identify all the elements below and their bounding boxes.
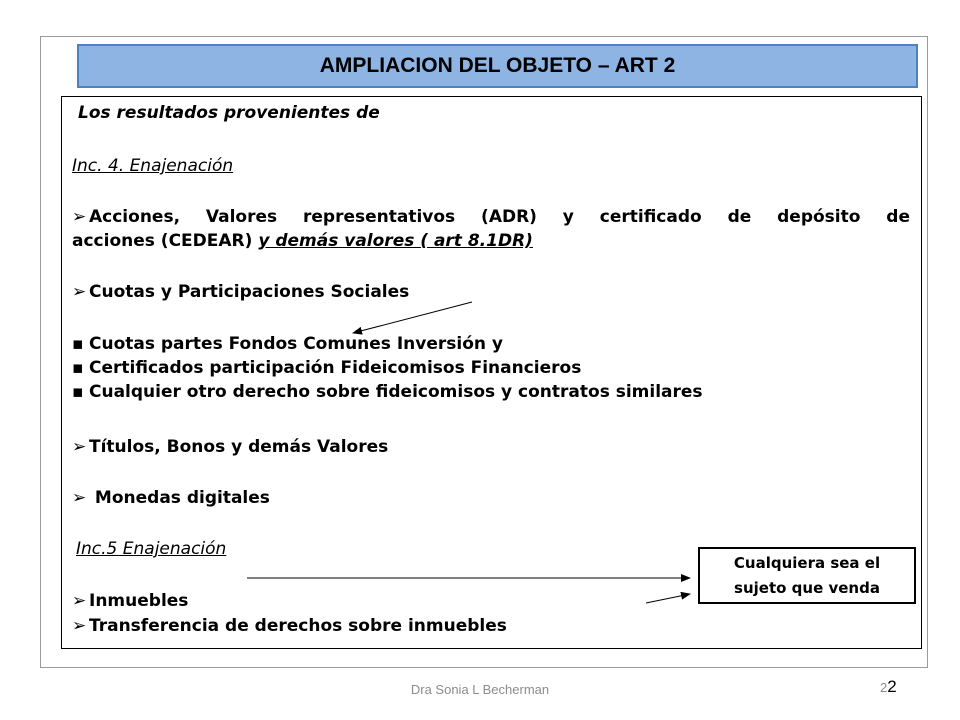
page-number-small: 2 xyxy=(880,680,888,695)
item-acciones-text2: acciones (CEDEAR) xyxy=(72,231,259,251)
item-titulos-text: Títulos, Bonos y demás Valores xyxy=(89,437,389,457)
intro-text: Los resultados provenientes de xyxy=(78,103,380,123)
item-acciones-text: Acciones, Valores representativos (ADR) y certificado de depósito de xyxy=(89,207,910,227)
page-number xyxy=(880,677,897,697)
slide-title: AMPLIACION DEL OBJETO – ART 2 xyxy=(77,44,918,88)
square-item-text: Cualquier otro derecho sobre fideicomisos y contratos similares xyxy=(89,382,703,402)
arrow-bullet-icon: ➢ xyxy=(72,282,87,302)
square-item-text: Certificados participación Fideicomisos Financieros xyxy=(89,358,582,378)
square-item-text: Cuotas partes Fondos Comunes Inversión y xyxy=(89,334,503,354)
note-line1: Cualquiera sea el xyxy=(733,553,881,572)
item-transferencia-text: Transferencia de derechos sobre inmuebles xyxy=(89,616,507,636)
arrow-bullet-icon: ➢ xyxy=(72,616,87,636)
square-bullet-icon: ▪ xyxy=(72,382,84,402)
item-acciones-emphasis: y demás valores ( art 8.1DR) xyxy=(258,231,533,251)
page-number-big: 2 xyxy=(887,677,897,696)
square-bullet-icon: ▪ xyxy=(72,334,84,354)
arrow-bullet-icon: ➢ xyxy=(72,488,87,508)
note-line2: sujeto que venda xyxy=(734,578,880,597)
inc4-heading: Inc. 4. Enajenación xyxy=(72,156,234,176)
item-cuotas-text: Cuotas y Participaciones Sociales xyxy=(89,282,410,302)
item-monedas-text: Monedas digitales xyxy=(89,488,270,508)
square-bullet-icon: ▪ xyxy=(72,358,84,378)
arrow-bullet-icon: ➢ xyxy=(72,207,87,227)
item-inmuebles-text: Inmuebles xyxy=(89,591,189,611)
footer-author: Dra Sonia L Becherman xyxy=(410,682,550,697)
arrow-to-fondos xyxy=(353,302,472,333)
arrow-bullet-icon: ➢ xyxy=(72,591,87,611)
arrow-bullet-icon: ➢ xyxy=(72,437,87,457)
arrow-inmuebles-to-note xyxy=(646,594,690,603)
inc5-heading: Inc.5 Enajenación xyxy=(76,539,227,559)
